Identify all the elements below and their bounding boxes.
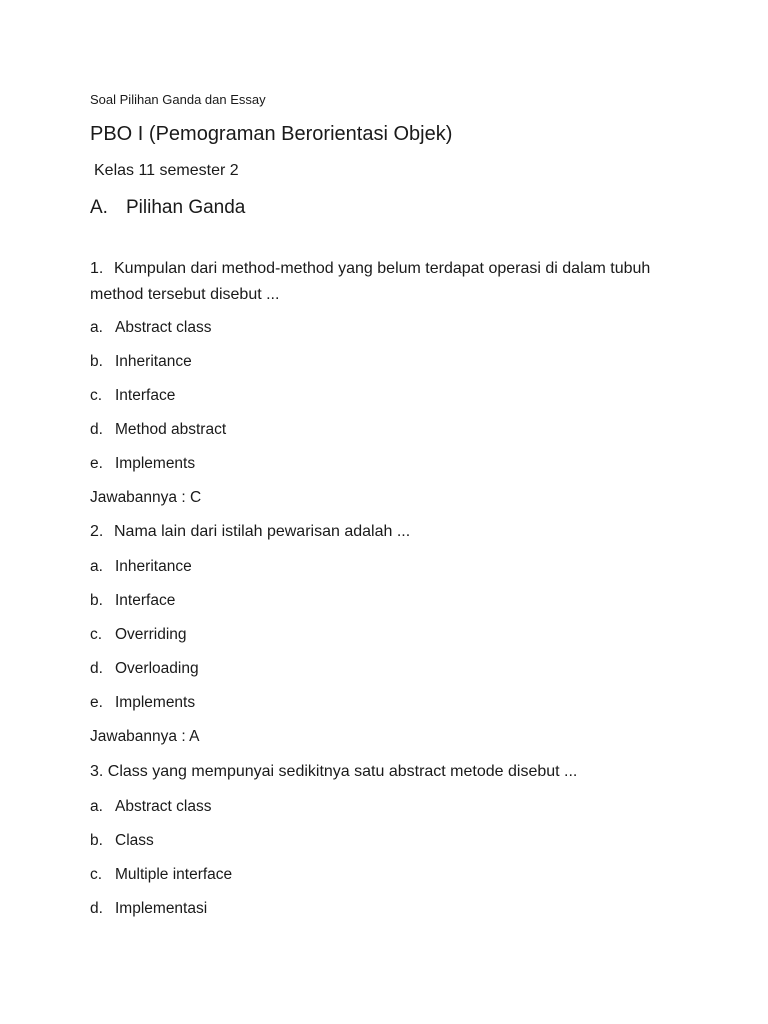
question-number: 1. bbox=[90, 260, 104, 277]
question-1-option-d bbox=[90, 422, 226, 438]
option-letter: a. bbox=[90, 798, 103, 815]
option-text: Overloading bbox=[115, 660, 199, 677]
option-text: Multiple interface bbox=[115, 866, 233, 883]
class-info: Kelas 11 semester 2 bbox=[94, 162, 239, 179]
question-1-option-b bbox=[90, 354, 192, 370]
question-2-answer: Jawabannya : A bbox=[90, 728, 200, 745]
option-text: Abstract class bbox=[115, 319, 212, 336]
option-letter: c. bbox=[90, 387, 103, 404]
option-letter: d. bbox=[90, 421, 103, 438]
option-letter: e. bbox=[90, 694, 103, 711]
question-2-option-b bbox=[90, 593, 175, 609]
question-1-option-e bbox=[90, 456, 195, 472]
option-letter: b. bbox=[90, 592, 103, 609]
question-text: Nama lain dari istilah pewarisan adalah ... bbox=[114, 523, 411, 540]
question-2-option-c bbox=[90, 627, 187, 643]
option-letter: c. bbox=[90, 626, 103, 643]
option-text: Implements bbox=[115, 694, 196, 711]
document-subtitle: Soal Pilihan Ganda dan Essay bbox=[90, 92, 266, 107]
option-text: Overriding bbox=[115, 626, 187, 643]
option-text: Interface bbox=[115, 387, 176, 404]
question-number: 3. bbox=[90, 763, 104, 780]
option-text: Method abstract bbox=[115, 421, 227, 438]
option-letter: b. bbox=[90, 353, 103, 370]
question-1-answer: Jawabannya : C bbox=[90, 489, 202, 506]
question-2-option-e bbox=[90, 695, 195, 711]
question-3-option-a bbox=[90, 799, 211, 815]
document-title: PBO I (Pemograman Berorientasi Objek) bbox=[90, 123, 453, 145]
option-letter: b. bbox=[90, 832, 103, 849]
option-text: Abstract class bbox=[115, 798, 212, 815]
option-letter: e. bbox=[90, 455, 103, 472]
option-text: Interface bbox=[115, 592, 176, 609]
option-letter: a. bbox=[90, 319, 103, 336]
option-letter: d. bbox=[90, 660, 103, 677]
option-text: Inheritance bbox=[115, 558, 192, 575]
option-text: Implements bbox=[115, 455, 196, 472]
question-1-text-line2: method tersebut disebut ... bbox=[90, 286, 280, 303]
option-letter: c. bbox=[90, 866, 103, 883]
option-letter: d. bbox=[90, 900, 103, 917]
question-1-text-line1 bbox=[90, 261, 650, 277]
section-letter: A. bbox=[90, 197, 108, 218]
question-2-option-a bbox=[90, 559, 192, 575]
question-2-text bbox=[90, 524, 410, 540]
question-2-option-d bbox=[90, 661, 199, 677]
option-text: Class bbox=[115, 832, 154, 849]
section-label: Pilihan Ganda bbox=[126, 197, 246, 218]
question-text: Class yang mempunyai sedikitnya satu abstract metode disebut ... bbox=[107, 763, 578, 780]
section-heading bbox=[90, 198, 245, 217]
question-1-option-a bbox=[90, 320, 211, 336]
option-text: Implementasi bbox=[115, 900, 208, 917]
question-3-option-c bbox=[90, 867, 232, 883]
question-1-option-c bbox=[90, 388, 175, 404]
option-text: Inheritance bbox=[115, 353, 192, 370]
question-3-option-b bbox=[90, 833, 154, 849]
question-text: Kumpulan dari method-method yang belum terdapat operasi di dalam tubuh bbox=[114, 260, 651, 277]
question-3-option-d bbox=[90, 901, 207, 917]
option-letter: a. bbox=[90, 558, 103, 575]
question-number: 2. bbox=[90, 523, 104, 540]
question-3-text bbox=[90, 764, 577, 780]
